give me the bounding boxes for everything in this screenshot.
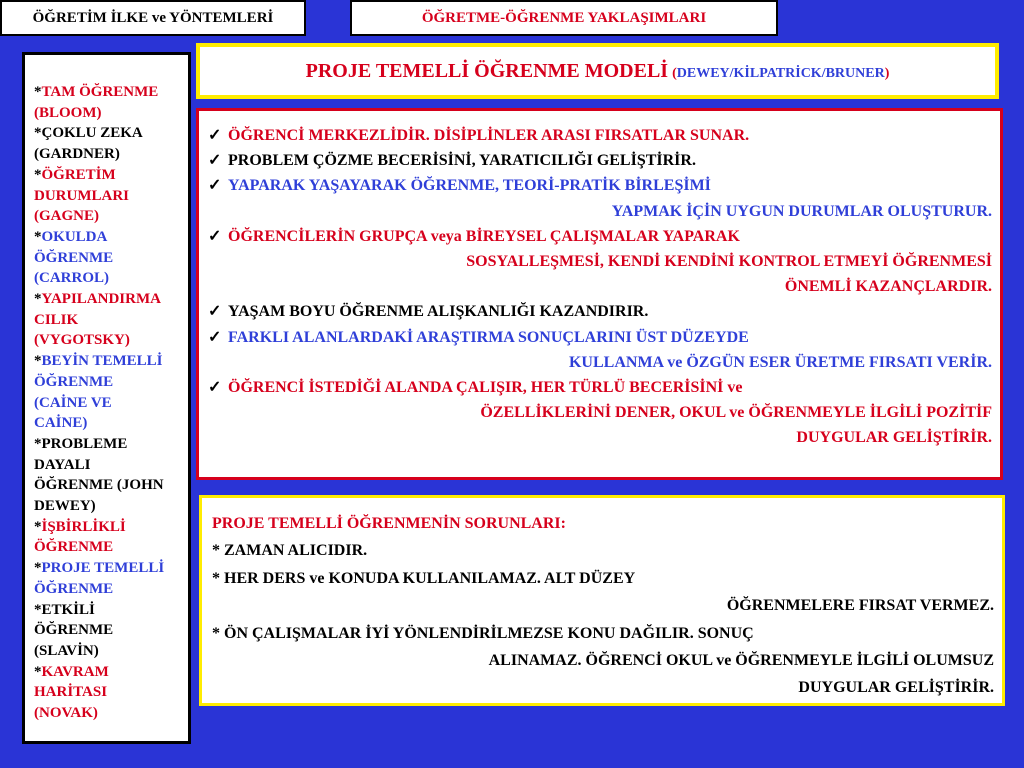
sidebar-line: *ÇOKLU ZEKA	[34, 125, 143, 142]
sidebar-line: ÖĞRENME (JOHN	[34, 477, 164, 494]
sidebar-line: HARİTASI	[34, 684, 108, 701]
checkmark-icon: ✓	[208, 152, 222, 170]
problem-item: * HER DERS ve KONUDA KULLANILAMAZ. ALT DÜZEY ÖĞRENMELERE FIRSAT VERMEZ.	[212, 569, 994, 615]
feature-item: ✓ YAŞAM BOYU ÖĞRENME ALIŞKANLIĞI KAZANDIRIR.	[208, 299, 992, 324]
sidebar-line: (GAGNE)	[34, 208, 99, 225]
checkmark-icon: ✓	[208, 177, 222, 195]
sidebar-line: (CARROL)	[34, 270, 109, 287]
checkmark-icon: ✓	[208, 379, 222, 397]
checkmark-icon: ✓	[208, 328, 222, 346]
sidebar-line: ÖĞRENME	[34, 622, 114, 639]
sidebar-line: *YAPILANDIRMA	[34, 291, 161, 308]
checkmark-icon: ✓	[208, 227, 222, 245]
problems-heading: PROJE TEMELLİ ÖĞRENMENİN SORUNLARI:	[212, 515, 566, 532]
feature-item: ✓ ÖĞRENCİ İSTEDİĞİ ALANDA ÇALIŞIR, HER TÜRLÜ BECERİSİNİ ve ÖZELLİKLERİNİ DENER, OKUL ve ÖĞRENMEYLE İLGİLİ POZİTİF DUYGULAR GELİŞTİRİR.	[208, 375, 992, 451]
sidebar-line: DURUMLARI	[34, 187, 129, 204]
approaches-sidebar	[22, 52, 191, 744]
sidebar-line: *BEYİN TEMELLİ	[34, 353, 163, 370]
feature-item: ✓ PROBLEM ÇÖZME BECERİSİNİ, YARATICILIĞI GELİŞTİRİR.	[208, 148, 992, 173]
features-list	[196, 108, 1003, 480]
sidebar-line: *PROBLEME	[34, 435, 128, 452]
feature-item: ✓ YAPARAK YAŞAYARAK ÖĞRENME, TEORİ-PRATİK BİRLEŞİMİ YAPMAK İÇİN UYGUN DURUMLAR OLUŞTURUR.	[208, 173, 992, 223]
sidebar-line: (NOVAK)	[34, 705, 98, 722]
sidebar-line: *ETKİLİ	[34, 601, 95, 618]
sidebar-line: *OKULDA	[34, 228, 108, 245]
checkmark-icon: ✓	[208, 303, 222, 321]
sidebar-line: CILIK	[34, 311, 79, 328]
feature-item: ✓ ÖĞRENCİ MERKEZLİDİR. DİSİPLİNLER ARASI FIRSATLAR SUNAR.	[208, 123, 992, 148]
sidebar-line: (SLAVİN)	[34, 642, 99, 659]
sidebar-line: ÖĞRENME	[34, 580, 114, 597]
slide-title	[196, 43, 999, 99]
sidebar-line: ÖĞRENME	[34, 373, 114, 390]
sidebar-line: (GARDNER)	[34, 146, 120, 163]
feature-item: ✓ ÖĞRENCİLERİN GRUPÇA veya BİREYSEL ÇALIŞMALAR YAPARAK SOSYALLEŞMESİ, KENDİ KENDİNİ KONTROL ETMEYİ ÖĞRENMESİ ÖNEMLİ KAZANÇLARDIR.	[208, 224, 992, 300]
problems-items	[212, 537, 994, 701]
checkmark-icon: ✓	[208, 127, 222, 144]
header-tab-teaching-principles: ÖĞRETİM İLKE ve YÖNTEMLERİ	[0, 0, 306, 36]
sidebar-line: (CAİNE VE	[34, 394, 112, 411]
title-authors: (DEWEY/KİLPATRİCK/BRUNER)	[672, 66, 890, 81]
sidebar-line: *ÖĞRETİM	[34, 166, 116, 183]
sidebar-line: *TAM ÖĞRENME	[34, 84, 159, 100]
problem-item: * ÖN ÇALIŞMALAR İYİ YÖNLENDİRİLMEZSE KONU DAĞILIR. SONUÇ ALINAMAZ. ÖĞRENCİ OKUL ve ÖĞRENMEYLE İLGİLİ OLUMSUZ DUYGULAR GELİŞTİRİR.	[212, 624, 994, 697]
sidebar-line: DEWEY)	[34, 498, 96, 515]
sidebar-line: ÖĞRENME	[34, 249, 114, 266]
feature-item: ✓ FARKLI ALANLARDAKİ ARAŞTIRMA SONUÇLARINI ÜST DÜZEYDE KULLANMA ve ÖZGÜN ESER ÜRETME FIRSATI VERİR.	[208, 325, 992, 375]
sidebar-line: *PROJE TEMELLİ	[34, 560, 165, 577]
title-main: PROJE TEMELLİ ÖĞRENME MODELİ	[305, 60, 669, 82]
sidebar-line: (VYGOTSKY)	[34, 332, 130, 349]
sidebar-line: ÖĞRENME	[34, 539, 114, 556]
header-tab-learning-approaches: ÖĞRETME-ÖĞRENME YAKLAŞIMLARI	[350, 0, 778, 36]
sidebar-line: (BLOOM)	[34, 104, 102, 121]
sidebar-line: *İŞBİRLİKLİ	[34, 518, 126, 535]
sidebar-line: *KAVRAM	[34, 663, 109, 680]
problem-item: * ZAMAN ALICIDIR.	[212, 542, 368, 560]
sidebar-line: CAİNE)	[34, 415, 88, 432]
sidebar-line: DAYALI	[34, 456, 91, 473]
problems-box	[199, 495, 1005, 706]
